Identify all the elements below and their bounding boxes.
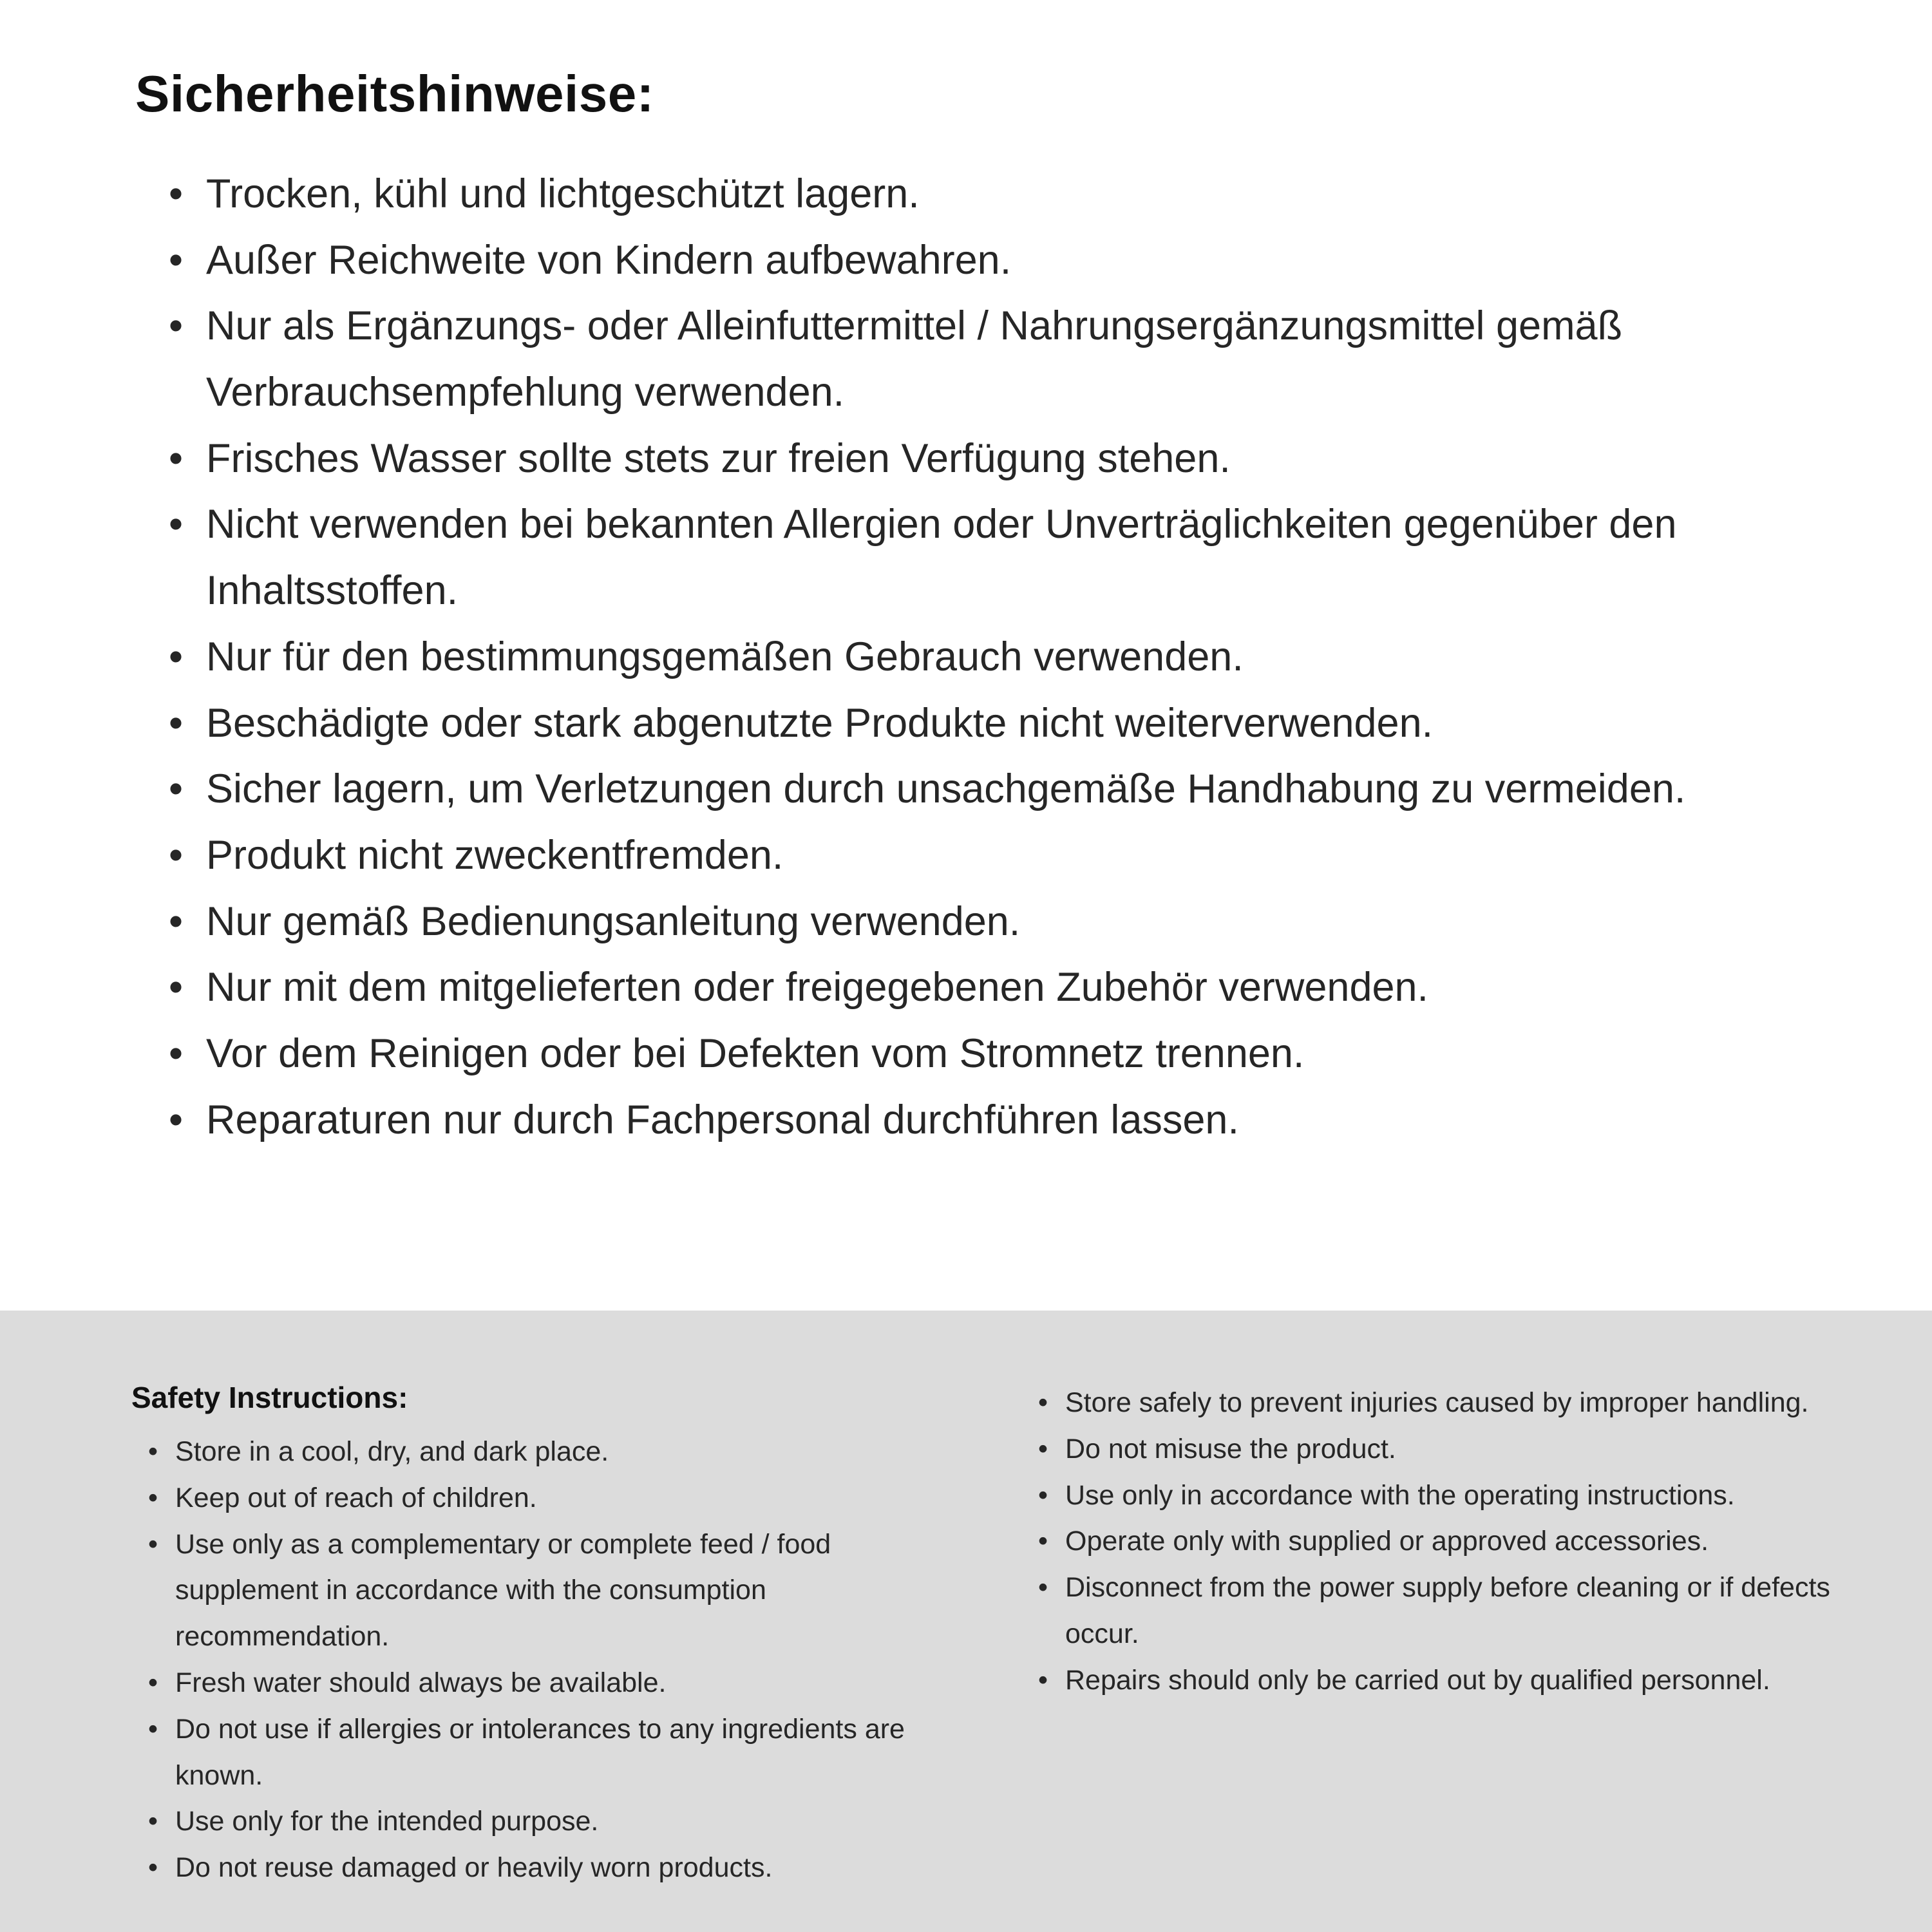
bullet-text: Store safely to prevent injuries caused by improper handling. — [1065, 1387, 1809, 1418]
bullet-text: Trocken, kühl und lichtgeschützt lagern. — [206, 171, 920, 216]
bullet-icon: • — [169, 965, 184, 1010]
bullet-icon: • — [148, 1436, 158, 1467]
bullet-icon: • — [1038, 1572, 1048, 1604]
german-section-title: Sicherheitshinweise: — [135, 65, 654, 122]
list-item — [169, 1087, 1798, 1153]
list-item — [148, 1660, 969, 1707]
bullet-text: Nur als Ergänzungs- oder Alleinfuttermittel / Nahrungsergänzungsmittel gemäß Verbrauchsempfehlung verwenden. — [206, 303, 1623, 415]
list-item — [148, 1429, 969, 1475]
list-item — [148, 1845, 969, 1891]
bullet-icon: • — [169, 766, 184, 812]
bullet-text: Nicht verwenden bei bekannten Allergien oder Unverträglichkeiten gegenüber den Inhaltsstoffen. — [206, 502, 1677, 614]
list-item — [148, 1799, 969, 1845]
english-section-title: Safety Instructions: — [131, 1381, 408, 1414]
bullet-icon: • — [169, 435, 184, 481]
list-item — [169, 491, 1798, 623]
list-item — [1038, 1473, 1888, 1519]
list-item — [169, 1021, 1798, 1087]
bullet-text: Repairs should only be carried out by qualified personnel. — [1065, 1664, 1770, 1696]
bullet-icon: • — [169, 303, 184, 349]
bullet-text: Frisches Wasser sollte stets zur freien Verfügung stehen. — [206, 435, 1231, 481]
list-item — [1038, 1565, 1888, 1658]
bullet-icon: • — [169, 832, 184, 878]
bullet-icon: • — [148, 1482, 158, 1513]
bullet-text: Außer Reichweite von Kindern aufbewahren. — [206, 237, 1012, 283]
list-item — [169, 161, 1798, 227]
bullet-icon: • — [169, 171, 184, 216]
bullet-text: Vor dem Reinigen oder bei Defekten vom Stromnetz trennen. — [206, 1030, 1305, 1076]
bullet-icon: • — [1038, 1433, 1048, 1464]
bullet-text: Use only in accordance with the operating instructions. — [1065, 1479, 1735, 1511]
bullet-icon: • — [169, 898, 184, 944]
list-item — [148, 1707, 969, 1799]
english-bullet-list-left — [148, 1429, 969, 1891]
bullet-text: Beschädigte oder stark abgenutzte Produkte nicht weiterverwenden. — [206, 700, 1434, 746]
bullet-icon: • — [148, 1852, 158, 1884]
list-item — [148, 1522, 969, 1660]
list-item — [169, 889, 1798, 955]
list-item — [148, 1475, 969, 1522]
bullet-icon: • — [169, 1097, 184, 1142]
english-column-right — [1038, 1380, 1888, 1704]
bullet-icon: • — [148, 1806, 158, 1837]
bullet-text: Store in a cool, dry, and dark place. — [175, 1436, 609, 1467]
bullet-text: Nur für den bestimmungsgemäßen Gebrauch verwenden. — [206, 634, 1244, 679]
bullet-text: Do not reuse damaged or heavily worn products. — [175, 1852, 773, 1884]
bullet-icon: • — [169, 700, 184, 746]
list-item — [1038, 1519, 1888, 1565]
bullet-text: Sicher lagern, um Verletzungen durch unsachgemäße Handhabung zu vermeiden. — [206, 766, 1686, 812]
bullet-icon: • — [1038, 1387, 1048, 1418]
list-item — [1038, 1380, 1888, 1426]
bullet-icon: • — [1038, 1526, 1048, 1557]
bullet-text: Produkt nicht zweckentfremden. — [206, 832, 784, 878]
english-columns — [131, 1380, 1829, 1891]
bullet-text: Reparaturen nur durch Fachpersonal durchführen lassen. — [206, 1097, 1239, 1142]
bullet-text: Operate only with supplied or approved accessories. — [1065, 1526, 1709, 1557]
bullet-text: Nur gemäß Bedienungsanleitung verwenden. — [206, 898, 1021, 944]
bullet-icon: • — [1038, 1479, 1048, 1511]
bullet-icon: • — [169, 237, 184, 283]
english-column-left — [131, 1380, 969, 1891]
list-item — [1038, 1658, 1888, 1704]
bullet-text: Use only for the intended purpose. — [175, 1806, 599, 1837]
list-item — [169, 426, 1798, 492]
bullet-icon: • — [1038, 1664, 1048, 1696]
english-safety-section — [0, 1311, 1932, 1932]
bullet-icon: • — [169, 1030, 184, 1076]
bullet-text: Do not misuse the product. — [1065, 1433, 1396, 1464]
english-bullet-list-right — [1038, 1380, 1888, 1704]
list-item — [169, 756, 1798, 822]
bullet-text: Fresh water should always be available. — [175, 1667, 667, 1698]
bullet-text: Disconnect from the power supply before cleaning or if defects occur. — [1065, 1572, 1830, 1649]
list-item — [169, 954, 1798, 1021]
bullet-text: Use only as a complementary or complete feed / food supplement in accordance with the consumption recommendation. — [175, 1528, 831, 1653]
german-bullet-list — [169, 161, 1798, 1153]
bullet-icon: • — [148, 1713, 158, 1745]
bullet-icon: • — [169, 502, 184, 547]
list-item — [169, 690, 1798, 757]
bullet-icon: • — [169, 634, 184, 679]
list-item — [1038, 1426, 1888, 1473]
list-item — [169, 822, 1798, 889]
bullet-text: Do not use if allergies or intolerances to any ingredients are known. — [175, 1713, 905, 1791]
bullet-icon: • — [148, 1528, 158, 1560]
list-item — [169, 227, 1798, 294]
list-item — [169, 293, 1798, 425]
list-item — [169, 624, 1798, 690]
bullet-text: Keep out of reach of children. — [175, 1482, 537, 1513]
bullet-icon: • — [148, 1667, 158, 1698]
bullet-text: Nur mit dem mitgelieferten oder freigegebenen Zubehör verwenden. — [206, 965, 1429, 1010]
